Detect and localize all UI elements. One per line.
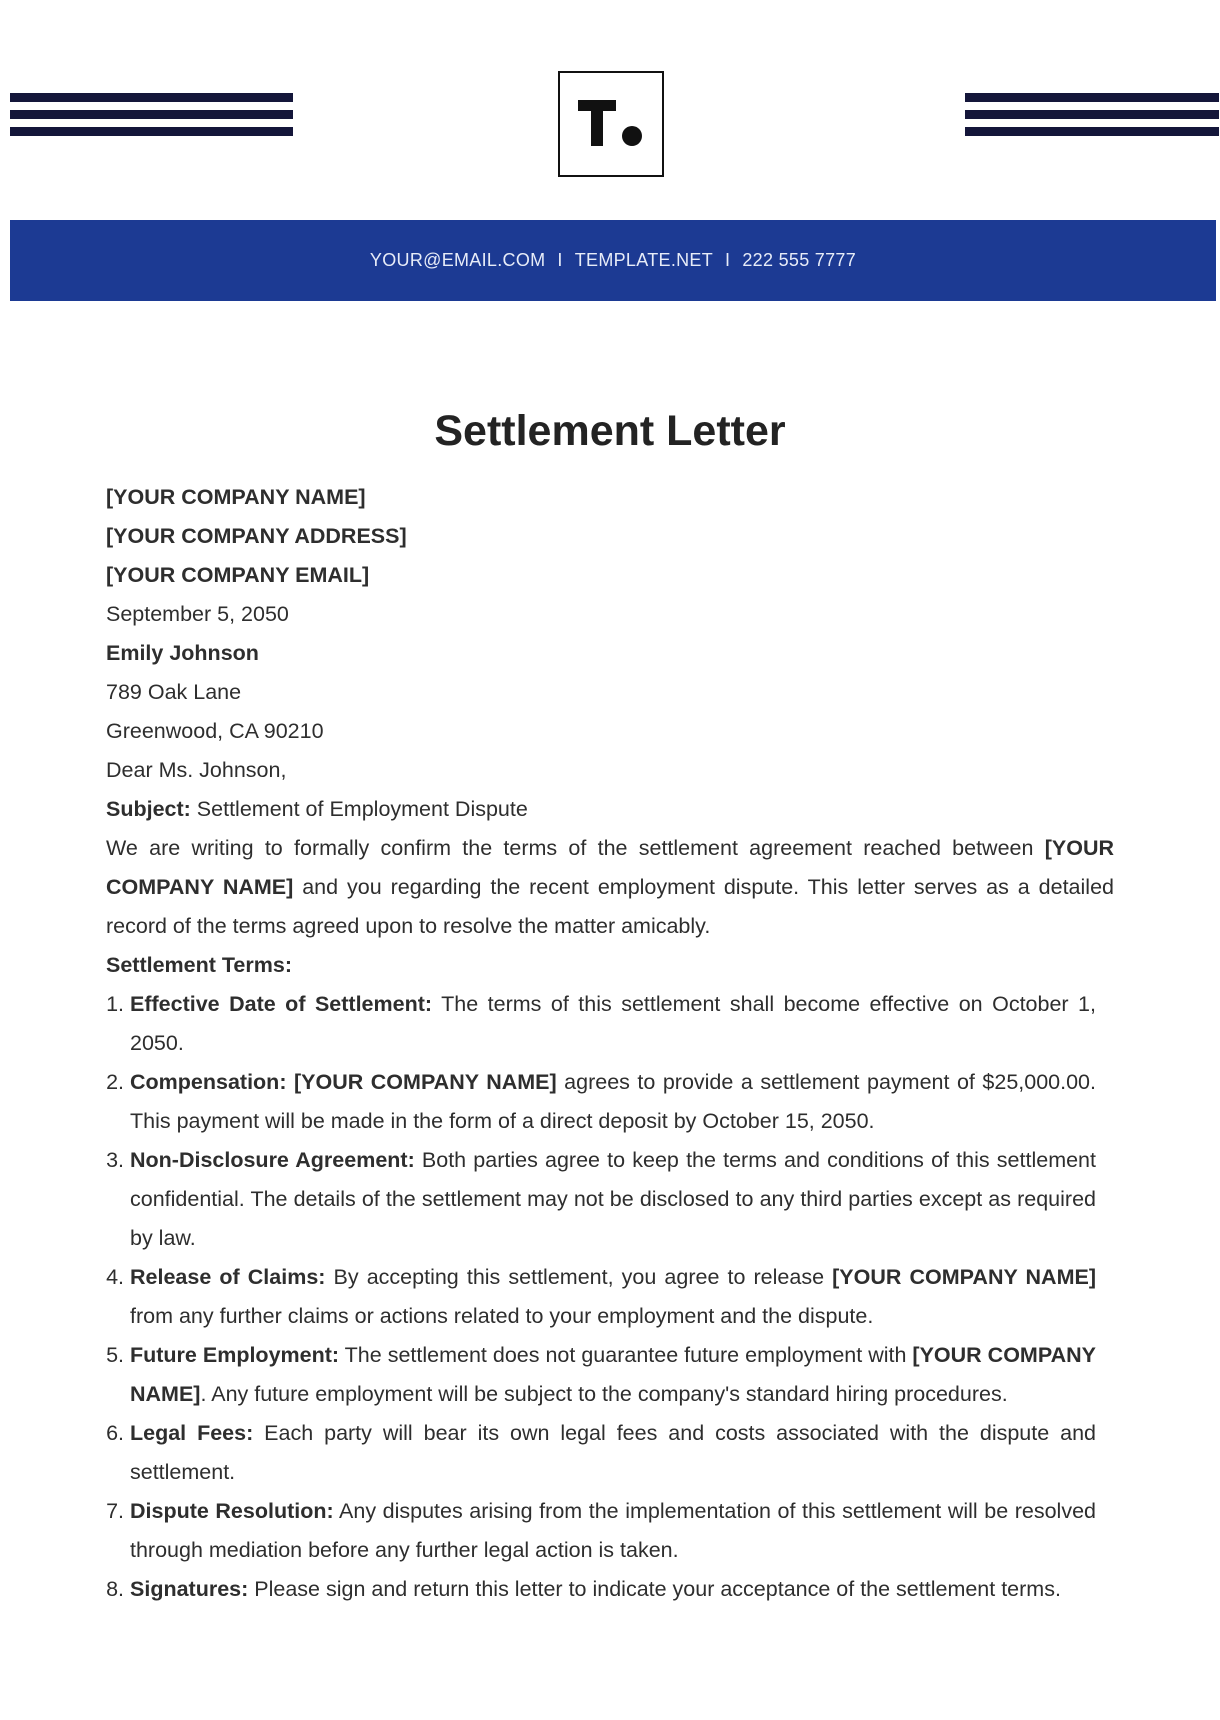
term-label: Non-Disclosure Agreement: [130,1148,415,1172]
term-item [130,1492,1096,1570]
sender-company-address: [YOUR COMPANY ADDRESS] [106,524,407,548]
letter-body [106,478,1114,1609]
term-label: Signatures: [130,1577,249,1601]
recipient-city: Greenwood, CA 90210 [106,719,324,743]
term-item [130,1258,1096,1336]
letter-date: September 5, 2050 [106,602,289,626]
stripe [965,110,1219,119]
term-text: The settlement does not guarantee future employment with [339,1343,913,1367]
header-stripes-left [10,93,293,144]
header-stripes-right [965,93,1219,144]
term-item [130,1336,1096,1414]
term-text: from any further claims or actions related to your employment and the dispute. [130,1304,874,1328]
term-text: Each party will bear its own legal fees and costs associated with the dispute and settlement. [130,1421,1096,1484]
settlement-terms-list [106,985,1096,1609]
contact-website[interactable]: TEMPLATE.NET [574,250,714,270]
logo-t-mark [576,94,646,154]
term-company-name: [YOUR COMPANY NAME] [294,1070,557,1094]
company-logo [558,71,664,177]
term-company-name: [YOUR COMPANY NAME] [832,1265,1096,1289]
stripe [10,110,293,119]
term-text: The terms of this settlement shall become effective on October 1, 2050. [130,992,1096,1055]
intro-text: and you regarding the recent employment dispute. This letter serves as a detailed record of the terms agreed upon to resolve the matter amicably. [106,875,1114,938]
intro-company-name: [YOUR COMPANY NAME] [106,836,1114,899]
term-item [130,985,1096,1063]
stripe [10,93,293,102]
document-title: Settlement Letter [434,407,786,455]
stripe [965,127,1219,136]
term-text: By accepting this settlement, you agree to release [325,1265,833,1289]
term-item [130,1414,1096,1492]
stripe [965,93,1219,102]
term-text: Any disputes arising from the implementation of this settlement will be resolved through mediation before any further legal action is taken. [130,1499,1096,1562]
contact-email[interactable]: YOUR@EMAIL.COM [369,250,546,270]
term-item [130,1063,1096,1141]
sender-company-name: [YOUR COMPANY NAME] [106,485,366,509]
contact-bar [10,220,1216,301]
term-label: Effective Date of Settlement: [130,992,433,1016]
term-label: Release of Claims: [130,1265,326,1289]
subject-label: Subject: [106,797,191,821]
intro-text: We are writing to formally confirm the terms of the settlement agreement reached between [106,836,1045,860]
term-label: Dispute Resolution: [130,1499,334,1523]
subject-text: Settlement of Employment Dispute [190,797,528,821]
contact-separator: I [557,250,563,270]
sender-company-email: [YOUR COMPANY EMAIL] [106,563,370,587]
term-item [130,1141,1096,1258]
term-text: Please sign and return this letter to indicate your acceptance of the settlement terms. [248,1577,1061,1601]
contact-separator: I [725,250,731,270]
salutation: Dear Ms. Johnson, [106,758,287,782]
term-label: Compensation: [130,1070,287,1094]
term-text [286,1070,294,1094]
term-text: . Any future employment will be subject to the company's standard hiring procedures. [200,1382,1008,1406]
stripe [10,127,293,136]
recipient-name: Emily Johnson [106,641,259,665]
term-company-name: [YOUR COMPANY NAME] [130,1343,1096,1406]
term-text: Both parties agree to keep the terms and conditions of this settlement confidential. The details of the settlement may not be disclosed to any third parties except as required by law. [130,1148,1096,1250]
terms-heading: Settlement Terms: [106,953,292,977]
recipient-street: 789 Oak Lane [106,680,242,704]
subject-line [106,790,1114,829]
contact-phone: 222 555 7777 [742,250,857,270]
term-label: Legal Fees: [130,1421,254,1445]
term-item [130,1570,1096,1609]
term-text: agrees to provide a settlement payment of $25,000.00. This payment will be made in the form of a direct deposit by October 15, 2050. [130,1070,1096,1133]
intro-paragraph [106,829,1114,946]
term-label: Future Employment: [130,1343,340,1367]
